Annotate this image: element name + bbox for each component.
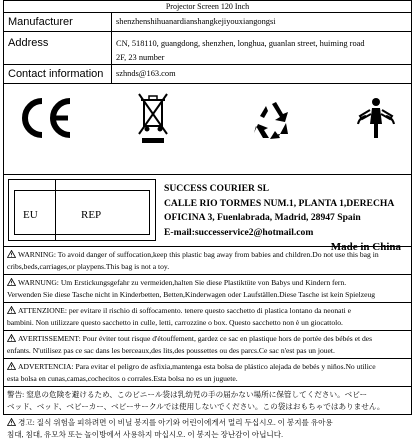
warning-text: bambini. Non utilizzare questo sacchetto in culle, letti, carrozzine o box. Questo sacchetto non è un giocattolo. xyxy=(7,318,343,327)
eu-rep-line: OFICINA 3, Fuenlabrada, Madrid, 28947 Spain xyxy=(164,212,361,223)
eu-rep-address xyxy=(164,182,394,240)
contact-value: szhnds@163.com xyxy=(116,69,176,78)
warning-text: ATTENZIONE: per evitare il rischio di soffocamento. tenere questo sacchetto di plastica lontano da neonati e xyxy=(18,306,352,315)
product-label xyxy=(3,0,412,439)
warnings-list xyxy=(4,246,411,442)
warning-text: cribs,beds,carriages,or playpens.This bag is not a toy. xyxy=(7,262,170,271)
eu-rep-box xyxy=(8,179,156,241)
weee-crossed-bin-icon xyxy=(136,90,170,146)
address-line: 2F, 23 number xyxy=(116,53,165,62)
warning-item xyxy=(4,330,411,358)
eu-rep-line: SUCCESS COURIER SL xyxy=(164,183,270,194)
address-row xyxy=(4,32,411,65)
rep-label: REP xyxy=(81,209,102,221)
eu-rep-line: E-mail:successervice2@hotmail.com xyxy=(164,226,314,238)
manufacturer-value: shenzhenshihuanardianshangkejiyouxiangongsi xyxy=(116,17,276,26)
triman-icon xyxy=(356,94,396,144)
address-value xyxy=(116,37,409,65)
warning-text: 침대, 침대, 유모차 또는 놀이방에서 사용하지 마십시오. 이 봉지는 장난감이 아닙니다. xyxy=(7,430,283,439)
warning-text: AVERTISSEMENT: Pour éviter tout risque d'étouffement, gardez ce sac en plastique hors de portée des bébés et des xyxy=(18,334,373,343)
warning-triangle-icon xyxy=(7,418,16,426)
ce-mark-icon xyxy=(18,97,74,139)
manufacturer-row xyxy=(4,13,411,32)
warning-item xyxy=(4,246,411,274)
warning-text: WARNUNG: Um Erstickungsgefahr zu vermeiden,halten Sie diese Plastiktüte von Babys und Kindern fern. xyxy=(18,278,347,287)
eu-rep-line: CALLE RIO TORMES NUM.1, PLANTA 1,DERECHA xyxy=(164,197,395,209)
warning-text: Verwenden Sie diese Tasche nicht in Kinderbetten, Betten,Kinderwagen oder Laufställen.Diese Tasche ist kein Spielzeug xyxy=(7,290,376,299)
warning-triangle-icon xyxy=(7,278,16,286)
compliance-icons xyxy=(4,84,411,175)
product-title: Projector Screen 120 Inch xyxy=(4,1,411,13)
warning-text: 警告: 窒息の危険を避けるため、このビニール袋は乳幼児の手の届かない場所に保管してください。ベビー xyxy=(7,390,368,399)
warning-item xyxy=(4,302,411,330)
eu-rep-section xyxy=(4,175,411,253)
address-line: CN, 518110, guangdong, shenzhen, longhua, guanlan street, huiming road xyxy=(116,39,365,48)
eu-label: EU xyxy=(23,209,38,221)
contact-label: Contact information xyxy=(4,65,112,83)
made-in-label: Made in China xyxy=(330,241,401,253)
warning-text: 경고: 질식 위험을 피하려면 이 비닐 봉지를 아기와 어린이에게서 멀리 두십시오. 이 봉지를 유아용 xyxy=(18,418,333,427)
warning-text: WARNING: To avoid danger of suffocation,keep this plastic bag away from babies and children.Do not use this bag in xyxy=(18,250,379,259)
contact-row xyxy=(4,65,411,84)
warning-triangle-icon xyxy=(7,306,16,314)
manufacturer-label: Manufacturer xyxy=(4,13,112,31)
warning-item xyxy=(4,386,411,414)
warning-text: enfants. N'utilisez pas ce sac dans les berceaux,des lits,des poussettes ou des parcs.Ce sac n'est pas un jouet. xyxy=(7,346,335,355)
warning-text: esta bolsa en cunas,camas,cochecitos o corrales.Esta bolsa no es un juguete. xyxy=(7,374,238,383)
warning-item xyxy=(4,358,411,386)
warning-triangle-icon xyxy=(7,250,16,258)
warning-text: ADVERTENCIA: Para evitar el peligro de asfixia,mantenga esta bolsa de plástico alejada de bebés y niños.No utilice xyxy=(18,362,376,371)
warning-text: ベッド、ベッド、ベビーカー、ベビーサークルでは使用しないでください。この袋はおもちゃではありません。 xyxy=(7,402,385,411)
warning-triangle-icon xyxy=(7,334,16,342)
address-label: Address xyxy=(4,32,112,64)
warning-item xyxy=(4,274,411,302)
warning-triangle-icon xyxy=(7,362,16,370)
warning-item xyxy=(4,414,411,442)
recycle-icon xyxy=(250,100,294,142)
